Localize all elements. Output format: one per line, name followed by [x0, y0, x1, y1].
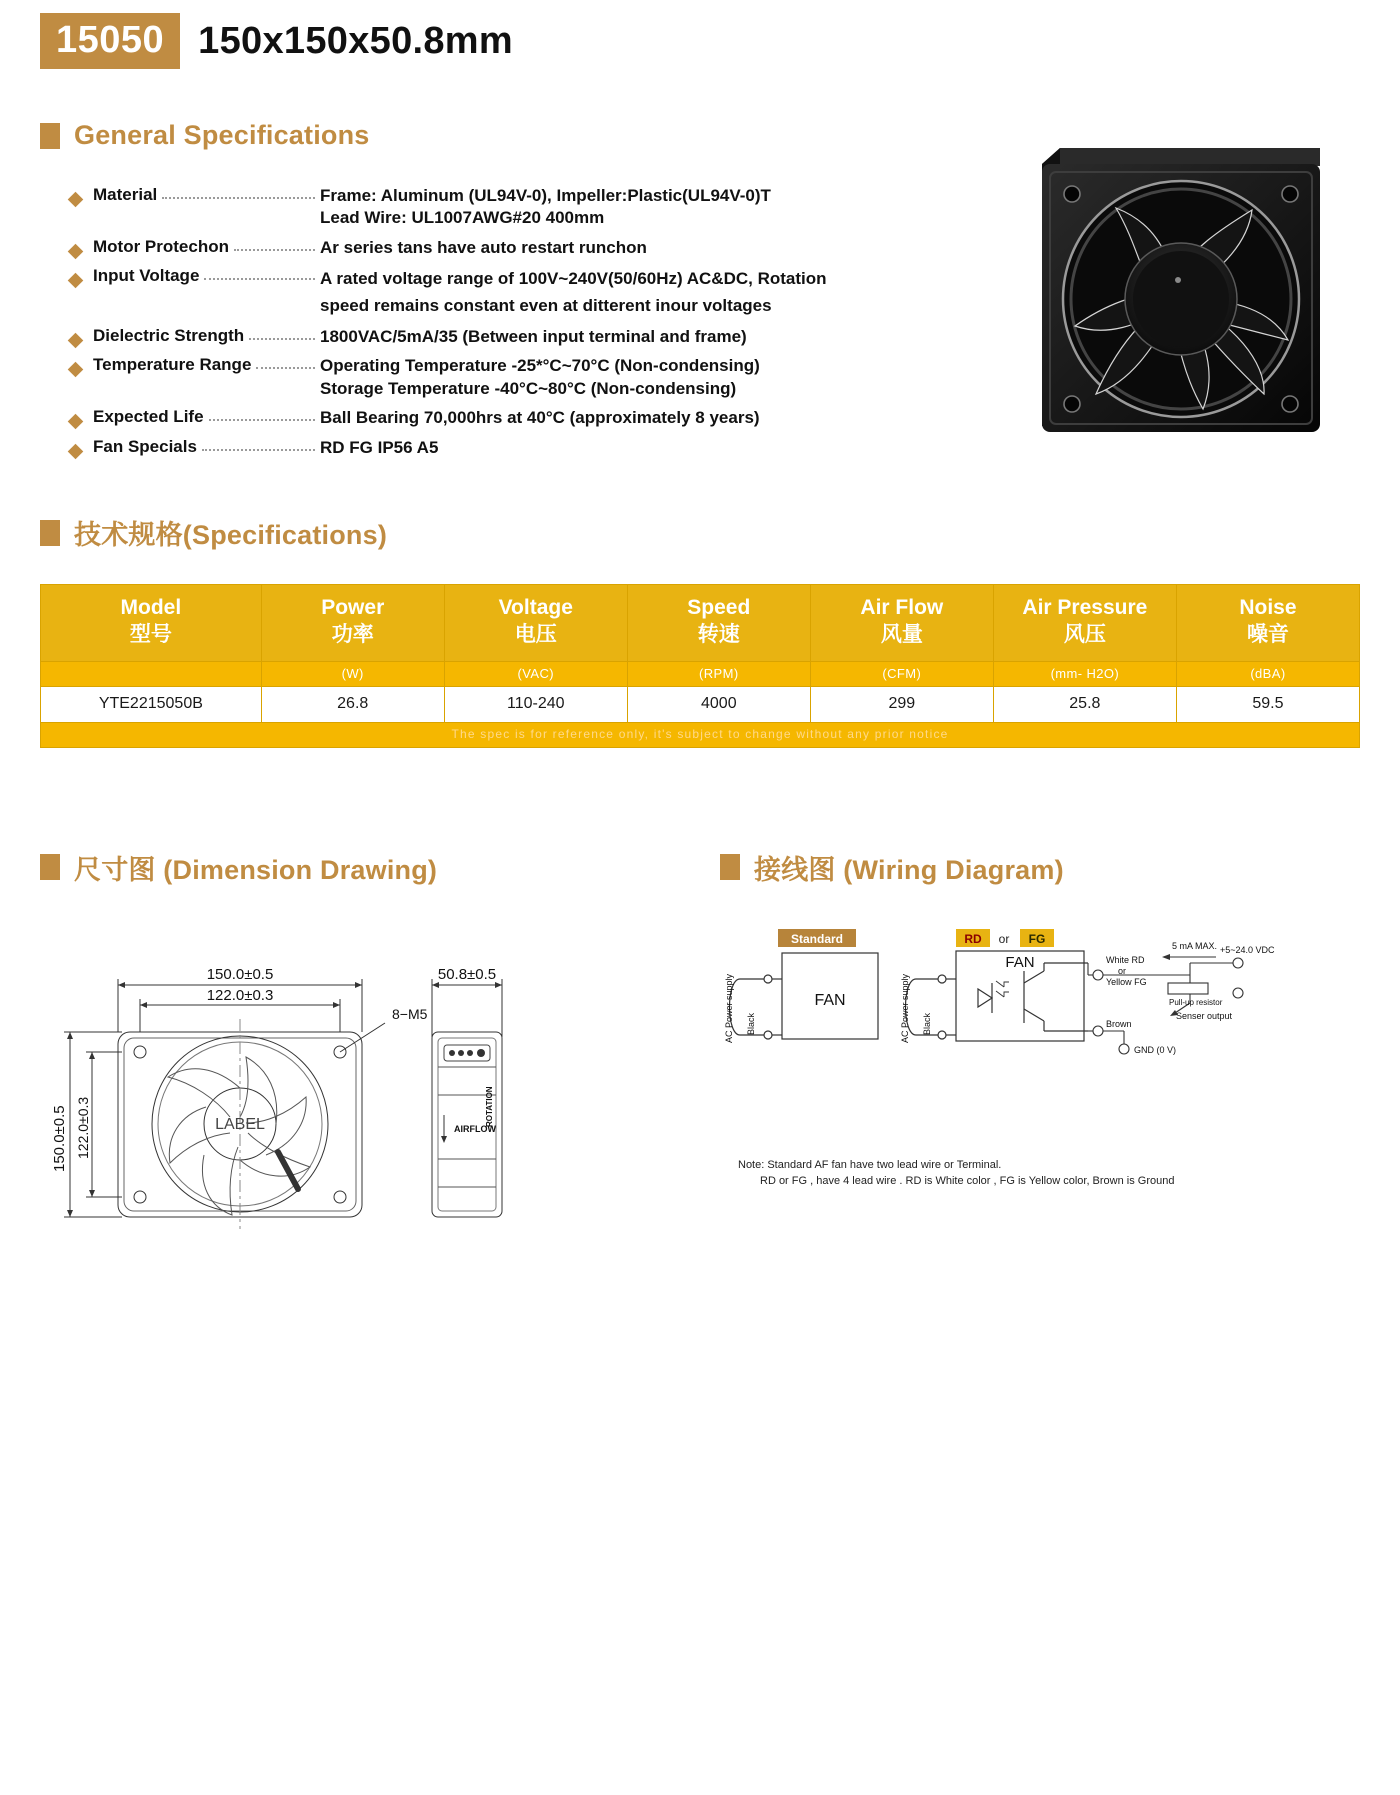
header-en: Speed [687, 596, 751, 620]
vdc-label: +5~24.0 VDC [1220, 944, 1275, 955]
or-label: or [1118, 965, 1127, 976]
spec-value-line: RD FG IP56 A5 [320, 437, 439, 457]
left-fan-label: FAN [814, 991, 846, 1009]
table-header-cell [1176, 585, 1359, 662]
spec-value [320, 237, 647, 259]
dim-side-inner: 122.0±0.3 [75, 1096, 91, 1159]
table-cell: 25.8 [993, 686, 1176, 722]
spec-label: Motor Protechon [93, 236, 229, 256]
svg-text:RD: RD [964, 931, 982, 946]
table-cell: 299 [810, 686, 993, 722]
list-item [70, 437, 970, 459]
yellow-fg-label: Yellow FG [1106, 976, 1147, 987]
section-title: General Specifications [74, 120, 370, 150]
table-footnote: The spec is for reference only, it's subject to change without any prior notice [41, 722, 1360, 747]
table-header-cell [444, 585, 627, 662]
table-unit-cell: (CFM) [810, 661, 993, 686]
spec-value [320, 437, 438, 459]
page-title: 150x150x50.8mm [198, 19, 513, 62]
dim-label-text: LABEL [215, 1115, 265, 1133]
leader-dots [234, 239, 315, 251]
header-cn: 型号 [129, 623, 172, 647]
general-specifications-section [40, 120, 1360, 459]
section-title: 技术规格(Specifications) [74, 520, 388, 551]
bottom-section [40, 848, 1360, 1257]
table-unit-cell: (VAC) [444, 661, 627, 686]
table-header-cell [261, 585, 444, 662]
diamond-bullet-icon [68, 443, 84, 459]
dim-airflow: AIRFLOW [454, 1123, 496, 1134]
spec-value [320, 185, 771, 230]
header-cn: 风量 [880, 623, 923, 647]
leader-dots [204, 268, 315, 280]
header-en: Air Pressure [1022, 596, 1148, 620]
list-item [70, 326, 970, 348]
list-item [70, 407, 970, 429]
leader-dots [256, 357, 315, 369]
model-code-badge: 15050 [40, 13, 180, 69]
header-en: Noise [1239, 596, 1297, 620]
svg-text:FG: FG [1028, 931, 1046, 946]
diamond-bullet-icon [68, 362, 84, 378]
wiring-diagram-section [720, 848, 1360, 1257]
spec-label: Material [93, 185, 158, 204]
table-cell: YTE2215050B [41, 686, 262, 722]
svg-text:or: or [998, 931, 1010, 946]
leader-dots [202, 439, 315, 451]
diamond-bullet-icon [68, 333, 84, 349]
spec-label: Temperature Range [93, 355, 252, 375]
spec-value-line: A rated voltage range of 100V~240V(50/60Hz) AC&DC, Rotation [320, 269, 827, 289]
leader-dots [249, 328, 315, 340]
spec-label: Expected Life [93, 407, 204, 427]
sensor-label: Senser output [1176, 1010, 1233, 1021]
dimension-drawing [40, 927, 720, 1257]
diamond-bullet-icon [68, 414, 84, 430]
spec-value-line: Lead Wire: UL1007AWG#20 400mm [320, 208, 605, 228]
wiring-note-line: Note: Standard AF fan have two lead wire or Terminal. [738, 1158, 1002, 1171]
wiring-heading [720, 848, 1360, 887]
header-en: Air Flow [860, 596, 944, 620]
specifications-table-section [40, 513, 1360, 748]
table-unit-cell: (W) [261, 661, 444, 686]
page-header [40, 0, 1360, 72]
dimension-drawing-section [40, 848, 720, 1257]
spec-value [320, 355, 760, 400]
table-header-row [41, 585, 1360, 662]
spec-value [320, 326, 747, 348]
table-header-cell [810, 585, 993, 662]
leader-dots [162, 187, 315, 199]
spec-label: Fan Specials [93, 436, 197, 456]
diamond-bullet-icon [68, 192, 84, 208]
section-title: 尺寸图 (Dimension Drawing) [74, 854, 438, 885]
spec-value [320, 407, 760, 429]
dim-top-inner: 122.0±0.3 [206, 986, 274, 1004]
section-marker-icon [40, 123, 60, 149]
specifications-table [40, 584, 1360, 748]
brown-label: Brown [1106, 1018, 1132, 1029]
general-spec-list [70, 185, 970, 459]
wiring-note-line: RD or FG , have 4 lead wire . RD is White color , FG is Yellow color, Brown is Ground [760, 1175, 1175, 1188]
table-footnote-row [41, 722, 1360, 747]
dim-rotation: ROTATION [485, 1086, 494, 1127]
specifications-heading [40, 513, 1360, 552]
dimension-heading [40, 848, 720, 887]
pullup-label: Pull-up resistor [1169, 997, 1223, 1007]
table-cell: 110-240 [444, 686, 627, 722]
table-unit-cell [41, 661, 262, 686]
section-title: 接线图 (Wiring Diagram) [754, 854, 1064, 885]
header-en: Voltage [498, 596, 573, 620]
svg-text:AC Power supply: AC Power supply [900, 973, 910, 1043]
header-cn: 噪音 [1246, 623, 1289, 647]
list-item [70, 266, 970, 319]
spec-value-line: Ball Bearing 70,000hrs at 40°C (approximately 8 years) [320, 408, 760, 428]
section-marker-icon [40, 520, 60, 546]
fan-product-photo [1020, 126, 1350, 456]
svg-text:Black: Black [922, 1012, 932, 1035]
section-marker-icon [40, 854, 60, 880]
spec-value-line: Frame: Aluminum (UL94V-0), Impeller:Plastic(UL94V-0)T [320, 186, 771, 205]
wiring-diagram [720, 923, 1360, 1188]
dim-top-outer: 150.0±0.5 [206, 965, 274, 983]
table-unit-cell: (RPM) [627, 661, 810, 686]
header-cn: 功率 [331, 623, 374, 647]
ma-max-label: 5 mA MAX. [1172, 940, 1218, 951]
spec-value-line: Operating Temperature -25*°C~70°C (Non-condensing) [320, 356, 760, 376]
section-marker-icon [720, 854, 740, 880]
gnd-label: GND (0 V) [1134, 1044, 1177, 1055]
spec-value-line: 1800VAC/5mA/35 (Between input terminal and frame) [320, 327, 747, 346]
diamond-bullet-icon [68, 244, 84, 260]
table-header-cell [993, 585, 1176, 662]
dim-holes: 8−M5 [392, 1005, 428, 1022]
table-row [41, 686, 1360, 722]
right-fan-label: FAN [1005, 953, 1035, 971]
list-item [70, 185, 970, 230]
diamond-bullet-icon [68, 273, 84, 289]
list-item [70, 355, 970, 400]
dim-side-outer: 150.0±0.5 [51, 1105, 68, 1172]
header-cn: 转速 [697, 623, 740, 647]
spec-label: Dielectric Strength [93, 326, 245, 345]
header-en: Power [321, 596, 385, 620]
svg-text:Standard: Standard [790, 931, 844, 946]
svg-text:AC Power supply: AC Power supply [724, 973, 734, 1043]
table-unit-cell: (mm- H2O) [993, 661, 1176, 686]
white-rd-label: White RD [1106, 954, 1145, 965]
list-item [70, 237, 970, 259]
spec-value-line: Ar series tans have auto restart runchon [320, 237, 647, 257]
header-cn: 电压 [514, 623, 557, 647]
table-unit-cell: (dBA) [1176, 661, 1359, 686]
spec-value [320, 266, 827, 319]
wiring-note [738, 1157, 1360, 1190]
header-en: Model [120, 596, 182, 620]
svg-text:Black: Black [746, 1012, 756, 1035]
table-header-cell [41, 585, 262, 662]
dim-thickness: 50.8±0.5 [437, 965, 497, 983]
spec-label: Input Voltage [93, 266, 200, 286]
table-cell: 4000 [627, 686, 810, 722]
header-cn: 风压 [1063, 623, 1106, 647]
spec-value-line: speed remains constant even at ditterent inour voltages [320, 295, 772, 315]
leader-dots [209, 409, 315, 421]
table-header-cell [627, 585, 810, 662]
table-cell: 59.5 [1176, 686, 1359, 722]
spec-value-line: Storage Temperature -40°C~80°C (Non-condensing) [320, 378, 737, 398]
table-units-row [41, 661, 1360, 686]
table-cell: 26.8 [261, 686, 444, 722]
